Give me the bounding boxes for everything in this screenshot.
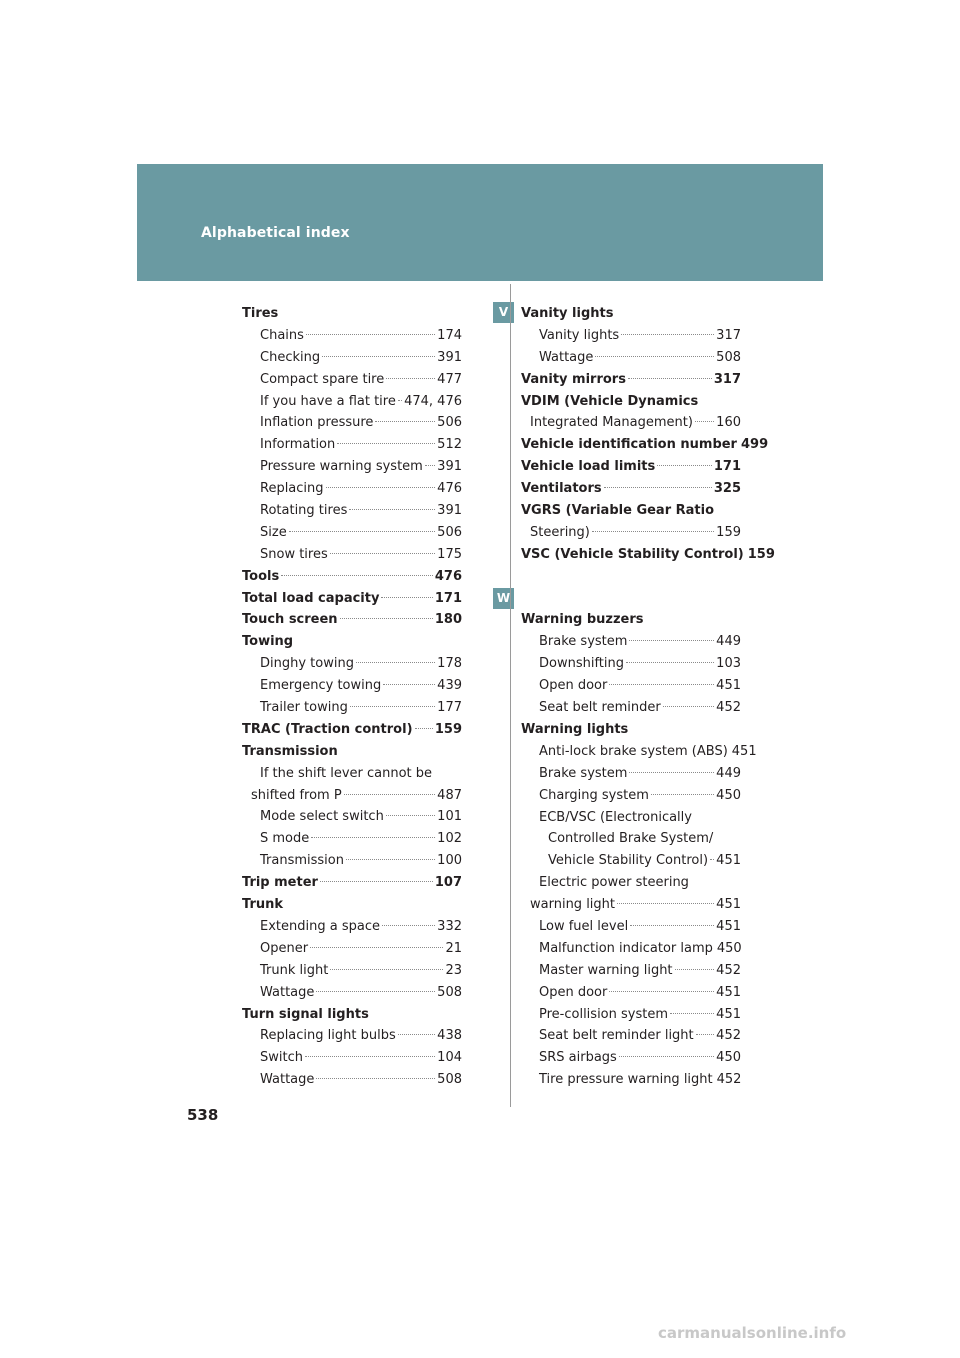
- entry-label: Pre-collision system: [539, 1006, 669, 1022]
- entry-label: Inflation pressure: [260, 415, 374, 431]
- index-subentry: [521, 631, 741, 653]
- entry-page-link[interactable]: 450: [716, 1050, 741, 1066]
- entry-page-link[interactable]: 171: [434, 590, 462, 606]
- dot-leader: [651, 794, 714, 795]
- index-entry: [521, 369, 741, 391]
- dot-leader: [316, 991, 435, 992]
- entry-page-link[interactable]: 438: [437, 1028, 462, 1044]
- entry-label: Touch screen: [242, 612, 338, 628]
- entry-label: Integrated Management): [530, 415, 693, 431]
- entry-page-link[interactable]: 451: [716, 897, 741, 913]
- entry-page-link[interactable]: 451: [716, 678, 741, 694]
- entry-page-link[interactable]: 452: [716, 962, 741, 978]
- index-subentry: [521, 653, 741, 675]
- entry-label: shifted from P: [251, 787, 342, 803]
- entry-page-link[interactable]: 175: [437, 546, 462, 562]
- entry-page-link[interactable]: 452: [716, 1028, 741, 1044]
- dot-leader: [340, 618, 433, 619]
- entry-label: Tire pressure warning light: [539, 1072, 713, 1088]
- dot-leader: [346, 859, 435, 860]
- entry-label: Warning lights: [521, 721, 629, 737]
- dot-leader: [386, 378, 435, 379]
- entry-page-link[interactable]: 451: [731, 743, 757, 759]
- entry-label: VDIM (Vehicle Dynamics: [521, 393, 699, 409]
- entry-page-link[interactable]: 476: [434, 568, 462, 584]
- entry-page-link[interactable]: 159: [716, 524, 741, 540]
- entry-page-link[interactable]: 452: [716, 1072, 742, 1088]
- dot-leader: [696, 1034, 715, 1035]
- entry-label: Controlled Brake System/: [548, 831, 714, 847]
- index-subentry: [242, 522, 462, 544]
- entry-label: Vanity mirrors: [521, 371, 626, 387]
- entry-page-link[interactable]: 449: [716, 634, 741, 650]
- entry-label: Towing: [242, 634, 294, 650]
- entry-label: Warning buzzers: [521, 612, 644, 628]
- entry-label: ECB/VSC (Electronically: [539, 809, 692, 825]
- entry-label: Tires: [242, 306, 279, 321]
- dot-leader: [425, 465, 435, 466]
- entry-label: Tools: [242, 568, 280, 584]
- entry-page-link[interactable]: 452: [716, 700, 741, 716]
- dot-leader: [310, 947, 443, 948]
- entry-label: Mode select switch: [260, 809, 384, 825]
- entry-page-link[interactable]: 451: [716, 918, 741, 934]
- entry-label: Wattage: [539, 349, 594, 365]
- index-entry: [521, 500, 741, 522]
- index-subentry: [242, 544, 462, 566]
- index-subentry: [521, 1004, 741, 1026]
- entry-label: Transmission: [260, 853, 344, 869]
- index-entry: [242, 609, 462, 631]
- entry-page-link[interactable]: 102: [437, 831, 462, 847]
- entry-label: Rotating tires: [260, 503, 348, 519]
- entry-label: warning light: [530, 897, 616, 913]
- header-band: [137, 164, 823, 281]
- dot-leader: [381, 597, 432, 598]
- index-entry: [521, 456, 741, 478]
- entry-label: Extending a space: [260, 918, 380, 934]
- index-subentry: [242, 478, 462, 500]
- dot-leader: [330, 969, 443, 970]
- entry-label: Trip meter: [242, 875, 318, 891]
- index-subentry: [521, 894, 741, 916]
- entry-page-link[interactable]: 23: [445, 962, 462, 978]
- entry-label: VGRS (Variable Gear Ratio: [521, 503, 715, 519]
- dot-leader: [316, 1078, 435, 1079]
- entry-label: Open door: [539, 984, 608, 1000]
- entry-label: If the shift lever cannot be: [260, 765, 433, 781]
- entry-page-link[interactable]: 499: [740, 437, 769, 453]
- entry-label: TRAC (Traction control): [242, 721, 413, 737]
- index-subentry: [242, 347, 462, 369]
- index-subentry: [242, 653, 462, 675]
- entry-label: Vanity lights: [521, 306, 614, 321]
- entry-page-link[interactable]: 104: [437, 1050, 462, 1066]
- dot-leader: [330, 553, 435, 554]
- entry-label: Open door: [539, 678, 608, 694]
- index-subentry: [242, 412, 462, 434]
- entry-page-link[interactable]: 477: [437, 371, 462, 387]
- index-subentry: [242, 434, 462, 456]
- dot-leader: [326, 487, 436, 488]
- index-subentry: [242, 369, 462, 391]
- entry-label: S mode: [260, 831, 310, 847]
- entry-label: Electric power steering: [539, 875, 689, 891]
- index-entry: [242, 631, 462, 653]
- dot-leader: [619, 1056, 714, 1057]
- index-subentry: [521, 697, 741, 719]
- entry-page-link[interactable]: 317: [713, 371, 741, 387]
- index-subentry: [242, 785, 462, 807]
- entry-page-link[interactable]: 174: [437, 327, 462, 343]
- dot-leader: [617, 903, 714, 904]
- dot-leader: [320, 881, 433, 882]
- entry-label: Switch: [260, 1050, 303, 1066]
- index-entry: [242, 303, 462, 325]
- dot-leader: [657, 465, 712, 466]
- entry-label: Trunk light: [260, 962, 329, 978]
- entry-page-link[interactable]: 450: [716, 787, 741, 803]
- entry-label: Total load capacity: [242, 590, 380, 606]
- entry-label: Checking: [260, 349, 321, 365]
- page-number: 538: [187, 1106, 219, 1124]
- entry-page-link[interactable]: 508: [437, 1072, 462, 1088]
- index-subentry: [242, 828, 462, 850]
- entry-page-link[interactable]: 391: [437, 349, 462, 365]
- dot-leader: [626, 662, 714, 663]
- entry-label: Vehicle identification number: [521, 437, 737, 453]
- index-entry: [521, 478, 741, 500]
- entry-page-link[interactable]: 391: [437, 459, 462, 475]
- dot-leader: [398, 1034, 435, 1035]
- index-entry: [242, 588, 462, 610]
- entry-page-link[interactable]: 159: [747, 546, 775, 562]
- index-subentry: [242, 938, 462, 960]
- entry-page-link[interactable]: 325: [713, 481, 741, 497]
- dot-leader: [629, 640, 714, 641]
- index-subentry: [521, 741, 757, 763]
- index-entry: [242, 719, 462, 741]
- entry-label: Snow tires: [260, 546, 328, 562]
- index-subentry: [521, 1025, 741, 1047]
- index-subentry: [242, 1025, 462, 1047]
- watermark: carmanualsonline.info: [658, 1324, 847, 1342]
- index-subentry: [521, 807, 741, 829]
- index-entry: [521, 303, 741, 325]
- entry-page-link[interactable]: 450: [716, 940, 742, 956]
- entry-label: Chains: [260, 327, 304, 343]
- index-entry: [521, 544, 775, 566]
- entry-page-link[interactable]: 160: [716, 415, 741, 431]
- entry-page-link[interactable]: 439: [437, 678, 462, 694]
- index-entry: [521, 719, 741, 741]
- index-subentry: [242, 916, 462, 938]
- index-subentry: [521, 1069, 741, 1091]
- index-subentry: [521, 1047, 741, 1069]
- entry-page-link[interactable]: 449: [716, 765, 741, 781]
- index-subentry: [242, 806, 462, 828]
- entry-page-link[interactable]: 512: [437, 437, 462, 453]
- index-column-left: [242, 303, 462, 1091]
- dot-leader: [305, 1056, 435, 1057]
- dot-leader: [595, 356, 714, 357]
- entry-label: Size: [260, 524, 287, 540]
- entry-page-link[interactable]: 508: [437, 984, 462, 1000]
- entry-label: Vanity lights: [539, 327, 620, 343]
- entry-label: Opener: [260, 940, 309, 956]
- dot-leader: [322, 356, 435, 357]
- dot-leader: [349, 509, 435, 510]
- entry-page-link[interactable]: 476: [437, 481, 462, 497]
- entry-label: VSC (Vehicle Stability Control): [521, 546, 744, 562]
- index-entry: [521, 609, 741, 631]
- entry-page-link[interactable]: 180: [434, 612, 462, 628]
- entry-page-link[interactable]: 391: [437, 503, 462, 519]
- dot-leader: [609, 684, 714, 685]
- entry-page-link[interactable]: 101: [437, 809, 462, 825]
- dot-leader: [350, 706, 435, 707]
- dot-leader: [663, 706, 714, 707]
- index-subentry: [242, 960, 462, 982]
- index-subentry: [521, 325, 741, 347]
- entry-label: Brake system: [539, 634, 628, 650]
- dot-leader: [337, 443, 435, 444]
- index-subentry: [521, 675, 741, 697]
- entry-page-link[interactable]: 474, 476: [404, 393, 462, 409]
- dot-leader: [306, 334, 435, 335]
- entry-label: Steering): [530, 524, 590, 540]
- entry-label: Trailer towing: [260, 700, 348, 716]
- index-subentry: [521, 872, 741, 894]
- entry-label: SRS airbags: [539, 1050, 617, 1066]
- dot-leader: [670, 1013, 714, 1014]
- entry-page-link[interactable]: 178: [437, 656, 462, 672]
- letter-tab-w: W: [493, 588, 514, 609]
- dot-leader: [311, 837, 435, 838]
- dot-leader: [629, 772, 714, 773]
- entry-label: Wattage: [260, 1072, 315, 1088]
- index-subentry: [521, 916, 741, 938]
- entry-page-link[interactable]: 332: [437, 918, 462, 934]
- index-subentry: [521, 763, 741, 785]
- entry-label: Anti-lock brake system (ABS): [539, 743, 728, 759]
- index-subentry: [242, 697, 462, 719]
- page-title: Alphabetical index: [201, 225, 350, 241]
- entry-label: Downshifting: [539, 656, 625, 672]
- index-entry: [242, 566, 462, 588]
- entry-label: Seat belt reminder: [539, 700, 661, 716]
- index-subentry: [242, 763, 462, 785]
- entry-page-link[interactable]: 506: [437, 524, 462, 540]
- entry-page-link[interactable]: 451: [716, 1006, 741, 1022]
- dot-leader: [710, 859, 714, 860]
- entry-label: Vehicle Stability Control): [548, 853, 709, 869]
- index-subentry: [242, 675, 462, 697]
- entry-label: Turn signal lights: [242, 1006, 369, 1022]
- dot-leader: [415, 728, 433, 729]
- entry-page-link[interactable]: 508: [716, 349, 741, 365]
- index-subentry: [521, 347, 741, 369]
- entry-label: Replacing: [260, 481, 324, 497]
- entry-label: Dinghy towing: [260, 656, 354, 672]
- entry-page-link[interactable]: 506: [437, 415, 462, 431]
- dot-leader: [289, 531, 435, 532]
- dot-leader: [609, 991, 714, 992]
- dot-leader: [383, 684, 435, 685]
- entry-page-link[interactable]: 451: [716, 853, 741, 869]
- dot-leader: [386, 815, 435, 816]
- index-subentry: [242, 456, 462, 478]
- dot-leader: [592, 531, 714, 532]
- index-entry: [521, 434, 769, 456]
- entry-label: Low fuel level: [539, 918, 629, 934]
- column-divider: [510, 284, 511, 1107]
- dot-leader: [375, 421, 435, 422]
- index-subentry: [242, 500, 462, 522]
- entry-page-link[interactable]: 103: [716, 656, 741, 672]
- entry-label: Master warning light: [539, 962, 673, 978]
- entry-label: Replacing light bulbs: [260, 1028, 396, 1044]
- index-subentry: [242, 982, 462, 1004]
- index-subentry: [521, 412, 741, 434]
- dot-leader: [621, 334, 714, 335]
- entry-page-link[interactable]: 317: [716, 327, 741, 343]
- entry-label: Charging system: [539, 787, 649, 803]
- entry-label: Emergency towing: [260, 678, 382, 694]
- index-subentry: [521, 785, 741, 807]
- dot-leader: [628, 378, 712, 379]
- entry-page-link[interactable]: 107: [434, 875, 462, 891]
- index-subentry: [521, 522, 741, 544]
- entry-label: Transmission: [242, 743, 338, 759]
- entry-label: Malfunction indicator lamp: [539, 940, 713, 956]
- entry-label: Trunk: [242, 897, 284, 913]
- entry-page-link[interactable]: 177: [437, 700, 462, 716]
- index-subentry: [521, 938, 741, 960]
- dot-leader: [630, 925, 714, 926]
- index-subentry: [521, 960, 741, 982]
- entry-label: Brake system: [539, 765, 628, 781]
- section-gap: [521, 566, 741, 610]
- entry-page-link[interactable]: 487: [437, 787, 462, 803]
- index-entry: [242, 872, 462, 894]
- index-subentry: [242, 1069, 462, 1091]
- dot-leader: [344, 794, 435, 795]
- entry-label: Seat belt reminder light: [539, 1028, 694, 1044]
- dot-leader: [695, 421, 714, 422]
- dot-leader: [382, 925, 435, 926]
- dot-leader: [356, 662, 435, 663]
- index-entry: [521, 391, 741, 413]
- dot-leader: [675, 969, 715, 970]
- entry-label: Ventilators: [521, 481, 602, 497]
- entry-label: If you have a flat tire: [260, 393, 396, 409]
- entry-label: Compact spare tire: [260, 371, 385, 387]
- entry-label: Pressure warning system: [260, 459, 423, 475]
- dot-leader: [398, 400, 402, 401]
- entry-label: Vehicle load limits: [521, 459, 656, 475]
- dot-leader: [604, 487, 712, 488]
- index-subentry: [242, 850, 462, 872]
- index-entry: [242, 741, 462, 763]
- index-subentry: [521, 850, 741, 872]
- entry-page-link[interactable]: 159: [434, 721, 462, 737]
- index-subentry: [521, 828, 741, 850]
- entry-page-link[interactable]: 21: [445, 940, 462, 956]
- index-subentry: [242, 325, 462, 347]
- entry-page-link[interactable]: 451: [716, 984, 741, 1000]
- entry-page-link[interactable]: 100: [437, 853, 462, 869]
- entry-label: Wattage: [260, 984, 315, 1000]
- index-entry: [242, 1004, 462, 1026]
- index-subentry: [521, 982, 741, 1004]
- entry-label: Information: [260, 437, 336, 453]
- entry-page-link[interactable]: 171: [713, 459, 741, 475]
- index-subentry: [242, 391, 462, 413]
- letter-tab-v: V: [493, 302, 514, 323]
- index-subentry: [242, 1047, 462, 1069]
- index-entry: [242, 894, 462, 916]
- dot-leader: [281, 575, 433, 576]
- index-column-right: [521, 303, 775, 1091]
